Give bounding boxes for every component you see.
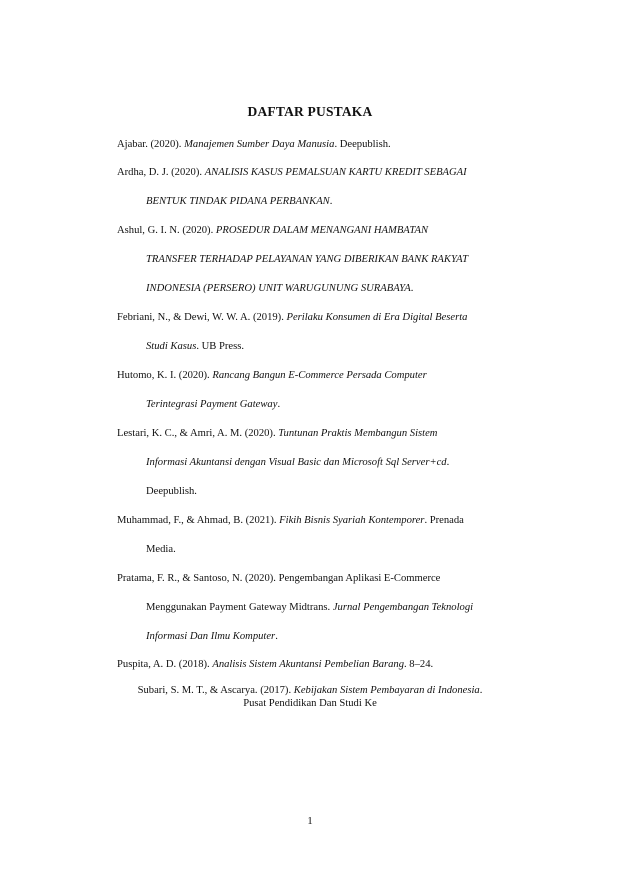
reference-entry: Ashul, G. I. N. (2020). PROSEDUR DALAM MENANGANI HAMBATAN [117,225,429,236]
reference-continuation: TRANSFER TERHADAP PELAYANAN YANG DIBERIKAN BANK RAKYAT [146,254,469,265]
reference-continuation: Studi Kasus. UB Press. [146,341,245,352]
page-number: 1 [307,815,313,827]
reference-entry: Muhammad, F., & Ahmad, B. (2021). Fikih Bisnis Syariah Kontemporer. Prenada [117,515,464,526]
reference-continuation: Deepublish. [146,486,197,497]
reference-continuation: Terintegrasi Payment Gateway. [146,399,281,410]
reference-entry: Lestari, K. C., & Amri, A. M. (2020). Tuntunan Praktis Membangun Sistem [117,428,438,439]
reference-continuation: INDONESIA (PERSERO) UNIT WARUGUNUNG SURABAYA. [146,283,414,294]
reference-continuation: BENTUK TINDAK PIDANA PERBANKAN. [146,196,333,207]
page-title: DAFTAR PUSTAKA [247,104,373,119]
reference-entry-centered: Subari, S. M. T., & Ascarya. (2017). Kebijakan Sistem Pembayaran di Indonesia. Pusat Pendidikan Dan Studi Ke [137,685,483,709]
reference-continuation: Media. [146,544,176,555]
reference-continuation: Menggunakan Payment Gateway Midtrans. Jurnal Pengembangan Teknologi [146,602,474,613]
reference-entry: Hutomo, K. I. (2020). Rancang Bangun E-Commerce Persada Computer [117,370,427,381]
reference-continuation: Informasi Akuntansi dengan Visual Basic dan Microsoft Sql Server+cd. [146,457,450,468]
reference-entry: Puspita, A. D. (2018). Analisis Sistem Akuntansi Pembelian Barang. 8–24. [117,659,434,670]
reference-continuation: Informasi Dan Ilmu Komputer. [146,631,278,642]
reference-entry: Pratama, F. R., & Santoso, N. (2020). Pengembangan Aplikasi E-Commerce [117,573,441,584]
reference-entry: Ardha, D. J. (2020). ANALISIS KASUS PEMALSUAN KARTU KREDIT SEBAGAI [117,167,467,178]
reference-entry: Febriani, N., & Dewi, W. W. A. (2019). Perilaku Konsumen di Era Digital Beserta [117,312,468,323]
reference-entry: Ajabar. (2020). Manajemen Sumber Daya Manusia. Deepublish. [117,139,391,150]
